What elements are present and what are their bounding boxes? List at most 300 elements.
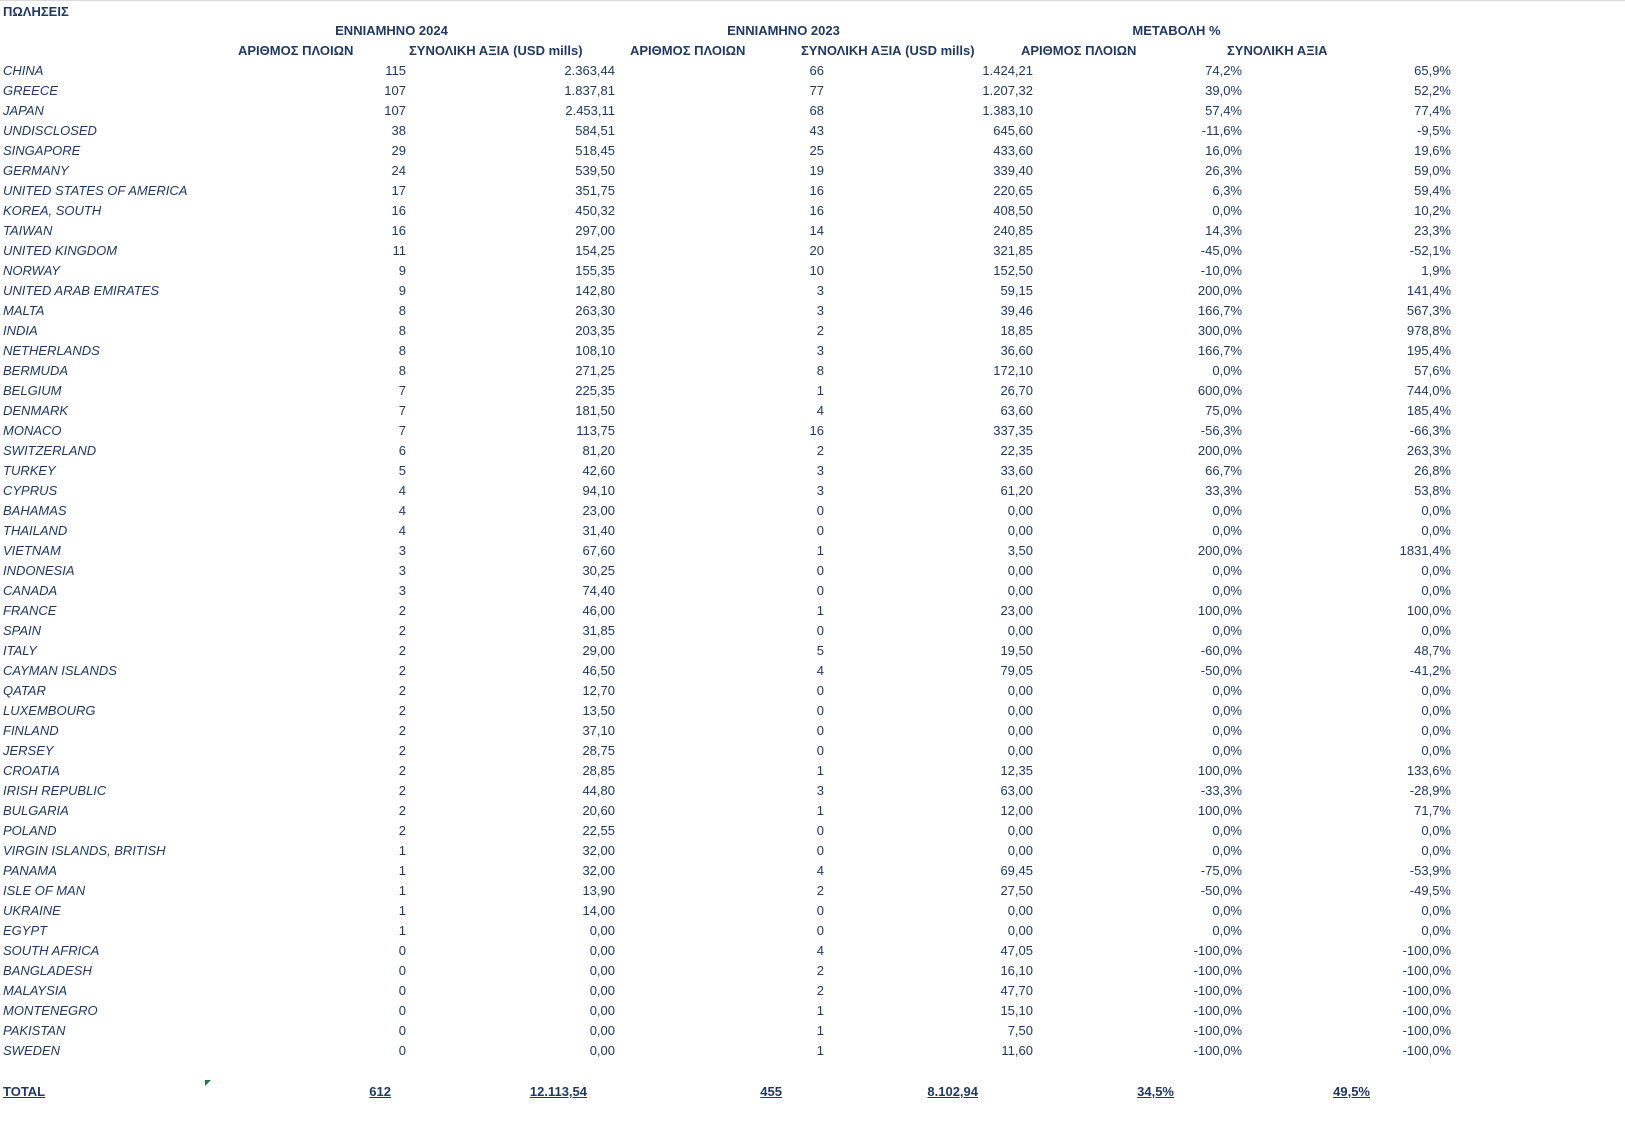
ships-change-cell: 100,0% [1197,803,1242,818]
value-2023-cell: 0,00 [1007,923,1033,938]
value-change-cell: 71,7% [1414,803,1451,818]
ships-change-cell: 0,0% [1212,683,1242,698]
table-row [0,1041,1457,1061]
table-row [0,601,1457,621]
value-2024-cell: 1.837,81 [564,83,615,98]
ships-2024-cell: 2 [398,803,406,818]
ships-2023-cell: 1 [816,1043,824,1058]
col-header-value-change: ΣΥΝΟΛΙΚΗ ΑΞΙΑ [1227,43,1328,58]
country-cell: LUXEMBOURG [3,703,96,718]
ships-change-cell: 26,3% [1205,163,1242,178]
table-row [0,901,1457,921]
table-row [0,321,1457,341]
ships-2023-cell: 3 [816,283,824,298]
country-cell: BANGLADESH [3,963,92,978]
ships-2024-cell: 4 [398,483,406,498]
ships-change-cell: 0,0% [1212,363,1242,378]
ships-change-cell: 200,0% [1197,443,1242,458]
table-row [0,761,1457,781]
value-change-cell: 0,0% [1421,703,1451,718]
value-change-cell: 26,8% [1414,463,1451,478]
country-cell: CYPRUS [3,483,58,498]
ships-2023-cell: 0 [816,903,824,918]
table-row [0,141,1457,161]
country-cell: ISLE OF MAN [3,883,86,898]
ships-2023-cell: 14 [809,223,824,238]
table-row [0,981,1457,1001]
ships-2023-cell: 5 [816,643,824,658]
value-change-cell: -100,0% [1402,963,1451,978]
value-change-cell: 0,0% [1421,743,1451,758]
value-2024-cell: 23,00 [582,503,615,518]
group-header-2023: ΕΝΝΙΑΜΗΝΟ 2023 [727,23,840,38]
ships-2024-cell: 2 [398,783,406,798]
table-row [0,301,1457,321]
ships-change-cell: 200,0% [1197,543,1242,558]
ships-2024-cell: 1 [398,863,406,878]
value-2023-cell: 0,00 [1007,703,1033,718]
total-value-change: 49,5% [1333,1084,1370,1099]
value-change-cell: 567,3% [1406,303,1451,318]
ships-2023-cell: 43 [809,123,824,138]
table-row [0,81,1457,101]
ships-change-cell: 33,3% [1205,483,1242,498]
ships-2023-cell: 66 [809,63,824,78]
ships-change-cell: 0,0% [1212,723,1242,738]
ships-2024-cell: 2 [398,823,406,838]
table-row [0,721,1457,741]
value-2023-cell: 172,10 [993,363,1033,378]
ships-2024-cell: 2 [398,623,406,638]
col-header-ships-2023: ΑΡΙΘΜΟΣ ΠΛΟΙΩΝ [630,43,746,58]
total-value-2023: 8.102,94 [927,1084,978,1099]
country-cell: KOREA, SOUTH [3,203,102,218]
table-row [0,741,1457,761]
value-change-cell: 744,0% [1406,383,1451,398]
country-cell: VIETNAM [3,543,61,558]
ships-2023-cell: 0 [816,563,824,578]
table-row [0,541,1457,561]
value-change-cell: -100,0% [1402,1023,1451,1038]
value-2023-cell: 16,10 [1000,963,1033,978]
ships-2024-cell: 1 [398,923,406,938]
value-2024-cell: 32,00 [582,843,615,858]
value-2023-cell: 1.207,32 [982,83,1033,98]
value-2024-cell: 2.453,11 [565,103,615,118]
value-change-cell: -49,5% [1409,883,1451,898]
country-cell: INDIA [3,323,38,338]
value-2024-cell: 67,60 [582,543,615,558]
value-2023-cell: 18,85 [1000,323,1033,338]
value-change-cell: -41,2% [1409,663,1451,678]
value-2023-cell: 0,00 [1007,623,1033,638]
value-2023-cell: 19,50 [1000,643,1033,658]
value-2024-cell: 0,00 [589,1003,615,1018]
ships-2023-cell: 4 [816,663,824,678]
value-2024-cell: 12,70 [582,683,615,698]
ships-2023-cell: 1 [816,803,824,818]
value-change-cell: -66,3% [1409,423,1451,438]
value-2023-cell: 33,60 [1000,463,1033,478]
ships-2024-cell: 115 [385,63,406,78]
ships-change-cell: -10,0% [1200,263,1242,278]
value-change-cell: 978,8% [1406,323,1451,338]
value-2023-cell: 63,00 [1000,783,1033,798]
value-2023-cell: 59,15 [1000,283,1033,298]
value-change-cell: -9,5% [1417,123,1451,138]
value-2023-cell: 1.383,10 [982,103,1033,118]
value-2024-cell: 181,50 [575,403,615,418]
value-2023-cell: 22,35 [1000,443,1033,458]
ships-change-cell: 0,0% [1212,563,1242,578]
value-change-cell: 0,0% [1421,723,1451,738]
ships-2023-cell: 2 [816,983,824,998]
value-2023-cell: 0,00 [1007,503,1033,518]
ships-2023-cell: 1 [816,1023,824,1038]
ships-2023-cell: 10 [809,263,824,278]
total-value-2024: 12.113,54 [529,1084,587,1099]
value-2023-cell: 0,00 [1007,743,1033,758]
value-change-cell: 19,6% [1414,143,1451,158]
value-change-cell: -52,1% [1409,243,1451,258]
value-2023-cell: 23,00 [1000,603,1033,618]
table-row [0,701,1457,721]
country-cell: SWEDEN [3,1043,61,1058]
ships-2024-cell: 38 [391,123,406,138]
total-ships-2023: 455 [760,1084,782,1099]
ships-change-cell: -100,0% [1193,1023,1242,1038]
value-2024-cell: 0,00 [589,1023,615,1038]
country-cell: VIRGIN ISLANDS, BRITISH [3,843,166,858]
country-cell: DENMARK [3,403,69,418]
country-cell: MONACO [3,423,62,438]
table-row [0,221,1457,241]
value-change-cell: 0,0% [1421,523,1451,538]
table-row [0,481,1457,501]
value-2024-cell: 81,20 [582,443,615,458]
value-2023-cell: 47,70 [1000,983,1033,998]
value-change-cell: -100,0% [1402,1043,1451,1058]
value-2023-cell: 0,00 [1007,723,1033,738]
country-cell: JERSEY [3,743,54,758]
table-row [0,941,1457,961]
country-cell: SINGAPORE [3,143,81,158]
ships-change-cell: -33,3% [1200,783,1242,798]
ships-2024-cell: 24 [391,163,406,178]
ships-2024-cell: 8 [398,343,406,358]
ships-2024-cell: 8 [398,323,406,338]
group-header-change: ΜΕΤΑΒΟΛΗ % [1132,23,1221,38]
ships-change-cell: 0,0% [1212,583,1242,598]
value-2023-cell: 321,85 [993,243,1033,258]
table-row [0,421,1457,441]
top-gridline [0,0,1625,1]
table-row [0,881,1457,901]
country-cell: GREECE [3,83,58,98]
value-2023-cell: 11,60 [1001,1043,1033,1058]
ships-2024-cell: 4 [398,523,406,538]
value-2023-cell: 337,35 [993,423,1033,438]
ships-2023-cell: 1 [816,1003,824,1018]
total-ships-change: 34,5% [1137,1084,1174,1099]
ships-2023-cell: 77 [809,83,824,98]
col-header-ships-change: ΑΡΙΘΜΟΣ ΠΛΟΙΩΝ [1021,43,1137,58]
ships-change-cell: 74,2% [1205,63,1242,78]
ships-2023-cell: 16 [809,203,824,218]
ships-2024-cell: 7 [398,423,406,438]
country-cell: CROATIA [3,763,60,778]
value-change-cell: -53,9% [1409,863,1451,878]
country-cell: GERMANY [3,163,69,178]
value-change-cell: 52,2% [1414,83,1451,98]
ships-2024-cell: 0 [398,963,406,978]
value-2023-cell: 0,00 [1007,683,1033,698]
ships-change-cell: -100,0% [1193,1003,1242,1018]
value-2023-cell: 1.424,21 [982,63,1033,78]
ships-change-cell: 200,0% [1197,283,1242,298]
value-2024-cell: 0,00 [589,1043,615,1058]
ships-change-cell: -50,0% [1200,883,1242,898]
table-row [0,501,1457,521]
ships-2024-cell: 8 [398,363,406,378]
value-change-cell: 0,0% [1421,683,1451,698]
table-row [0,201,1457,221]
table-row [0,121,1457,141]
value-2024-cell: 46,50 [582,663,615,678]
value-2023-cell: 0,00 [1007,583,1033,598]
value-2024-cell: 142,80 [575,283,615,298]
value-change-cell: 57,6% [1414,363,1451,378]
ships-2024-cell: 0 [398,1023,406,1038]
country-cell: CHINA [3,63,44,78]
value-2024-cell: 225,35 [575,383,615,398]
country-cell: INDONESIA [3,563,75,578]
ships-2024-cell: 3 [398,543,406,558]
value-change-cell: 1831,4% [1399,543,1451,558]
value-change-cell: 77,4% [1414,103,1451,118]
ships-2023-cell: 0 [816,683,824,698]
ships-2024-cell: 16 [391,223,406,238]
value-2023-cell: 63,60 [1000,403,1033,418]
table-row [0,341,1457,361]
value-2024-cell: 0,00 [589,963,615,978]
value-change-cell: 10,2% [1414,203,1451,218]
ships-2024-cell: 6 [398,443,406,458]
table-row [0,161,1457,181]
country-cell: CAYMAN ISLANDS [3,663,117,678]
value-2024-cell: 46,00 [582,603,615,618]
ships-change-cell: 0,0% [1212,743,1242,758]
ships-2024-cell: 2 [398,743,406,758]
value-2024-cell: 203,35 [575,323,615,338]
ships-change-cell: 0,0% [1212,923,1242,938]
value-2023-cell: 12,00 [1000,803,1033,818]
country-cell: FINLAND [3,723,59,738]
value-2024-cell: 113,75 [576,423,615,438]
value-2024-cell: 31,40 [582,523,615,538]
ships-2023-cell: 0 [816,523,824,538]
ships-change-cell: -100,0% [1193,983,1242,998]
table-row [0,781,1457,801]
ships-2024-cell: 2 [398,723,406,738]
ships-2024-cell: 29 [391,143,406,158]
ships-2023-cell: 0 [816,583,824,598]
value-2024-cell: 518,45 [575,143,615,158]
ships-change-cell: 166,7% [1197,303,1242,318]
ships-2024-cell: 2 [398,683,406,698]
value-2024-cell: 20,60 [582,803,615,818]
country-cell: UNDISCLOSED [3,123,97,138]
value-change-cell: 263,3% [1406,443,1451,458]
total-label: TOTAL [3,1084,46,1099]
value-change-cell: 1,9% [1421,263,1451,278]
value-change-cell: 0,0% [1421,623,1451,638]
value-change-cell: 141,4% [1406,283,1451,298]
table-row [0,381,1457,401]
value-2023-cell: 408,50 [993,203,1033,218]
value-2023-cell: 36,60 [1000,343,1033,358]
ships-change-cell: 0,0% [1212,843,1242,858]
table-row [0,361,1457,381]
value-change-cell: 185,4% [1406,403,1451,418]
value-2024-cell: 14,00 [582,903,615,918]
value-change-cell: 0,0% [1421,843,1451,858]
table-row [0,1021,1457,1041]
table-row [0,621,1457,641]
value-2024-cell: 450,32 [575,203,615,218]
country-cell: ITALY [3,643,37,658]
value-change-cell: 23,3% [1414,223,1451,238]
data-table [0,61,1457,1061]
ships-2024-cell: 2 [398,643,406,658]
value-2023-cell: 339,40 [993,163,1033,178]
value-2024-cell: 2.363,44 [564,63,615,78]
value-2024-cell: 42,60 [582,463,615,478]
table-row [0,281,1457,301]
value-2023-cell: 0,00 [1007,903,1033,918]
country-cell: CANADA [3,583,58,598]
ships-2023-cell: 2 [816,323,824,338]
value-change-cell: 48,7% [1414,643,1451,658]
ships-2023-cell: 0 [816,623,824,638]
ships-2024-cell: 8 [398,303,406,318]
value-2024-cell: 44,80 [582,783,615,798]
ships-2023-cell: 0 [816,843,824,858]
ships-change-cell: 0,0% [1212,903,1242,918]
ships-change-cell: 39,0% [1205,83,1242,98]
country-cell: TAIWAN [3,223,53,238]
value-2024-cell: 28,75 [582,743,615,758]
ships-2024-cell: 11 [392,243,406,258]
value-2024-cell: 29,00 [582,643,615,658]
country-cell: THAILAND [3,523,68,538]
country-cell: PANAMA [3,863,57,878]
value-2023-cell: 61,20 [1000,483,1033,498]
value-2024-cell: 37,10 [582,723,615,738]
table-row [0,461,1457,481]
total-row [0,1082,1625,1102]
ships-2024-cell: 107 [384,103,406,118]
ships-change-cell: 0,0% [1212,703,1242,718]
ships-2023-cell: 1 [816,383,824,398]
ships-2023-cell: 1 [816,763,824,778]
ships-change-cell: 300,0% [1197,323,1242,338]
ships-2023-cell: 1 [816,603,824,618]
value-2024-cell: 22,55 [582,823,615,838]
value-change-cell: -100,0% [1402,1003,1451,1018]
value-2023-cell: 0,00 [1007,843,1033,858]
value-2024-cell: 351,75 [575,183,615,198]
country-cell: MALAYSIA [3,983,68,998]
ships-change-cell: 100,0% [1197,603,1242,618]
ships-2023-cell: 0 [816,723,824,738]
col-header-ships-2024: ΑΡΙΘΜΟΣ ΠΛΟΙΩΝ [238,43,354,58]
ships-2024-cell: 2 [398,663,406,678]
table-row [0,181,1457,201]
ships-2024-cell: 4 [398,503,406,518]
value-2024-cell: 94,10 [582,483,615,498]
value-2024-cell: 108,10 [575,343,615,358]
ships-change-cell: 14,3% [1205,223,1242,238]
ships-2023-cell: 0 [816,823,824,838]
ships-change-cell: -60,0% [1200,643,1242,658]
table-row [0,841,1457,861]
value-2023-cell: 15,10 [1000,1003,1033,1018]
value-2023-cell: 220,65 [993,183,1033,198]
ships-change-cell: 0,0% [1212,503,1242,518]
value-2023-cell: 0,00 [1007,563,1033,578]
table-row [0,681,1457,701]
value-2024-cell: 31,85 [582,623,615,638]
value-2023-cell: 79,05 [1000,663,1033,678]
ships-2023-cell: 8 [816,363,824,378]
value-change-cell: 133,6% [1406,763,1451,778]
ships-2024-cell: 7 [398,383,406,398]
table-row [0,641,1457,661]
ships-2023-cell: 4 [816,403,824,418]
ships-2023-cell: 2 [816,883,824,898]
value-change-cell: 195,4% [1406,343,1451,358]
ships-2023-cell: 2 [816,963,824,978]
ships-2023-cell: 2 [816,443,824,458]
table-row [0,801,1457,821]
value-2024-cell: 74,40 [582,583,615,598]
ships-change-cell: -56,3% [1200,423,1242,438]
ships-2023-cell: 4 [816,863,824,878]
ships-change-cell: 0,0% [1212,523,1242,538]
value-change-cell: 59,4% [1414,183,1451,198]
country-cell: SPAIN [3,623,42,638]
table-row [0,921,1457,941]
value-2024-cell: 271,25 [575,363,615,378]
table-row [0,821,1457,841]
value-2023-cell: 3,50 [1007,543,1033,558]
ships-change-cell: -75,0% [1200,863,1242,878]
ships-2023-cell: 20 [809,243,824,258]
value-change-cell: 0,0% [1421,923,1451,938]
table-row [0,101,1457,121]
ships-2023-cell: 16 [809,423,824,438]
value-2024-cell: 584,51 [575,123,615,138]
ships-2024-cell: 3 [398,563,406,578]
ships-2024-cell: 7 [398,403,406,418]
value-2024-cell: 155,35 [575,263,615,278]
sheet-title: ΠΩΛΗΣΕΙΣ [3,4,69,19]
country-cell: PAKISTAN [3,1023,66,1038]
ships-2023-cell: 3 [816,463,824,478]
ships-change-cell: -50,0% [1200,663,1242,678]
ships-2024-cell: 2 [398,603,406,618]
